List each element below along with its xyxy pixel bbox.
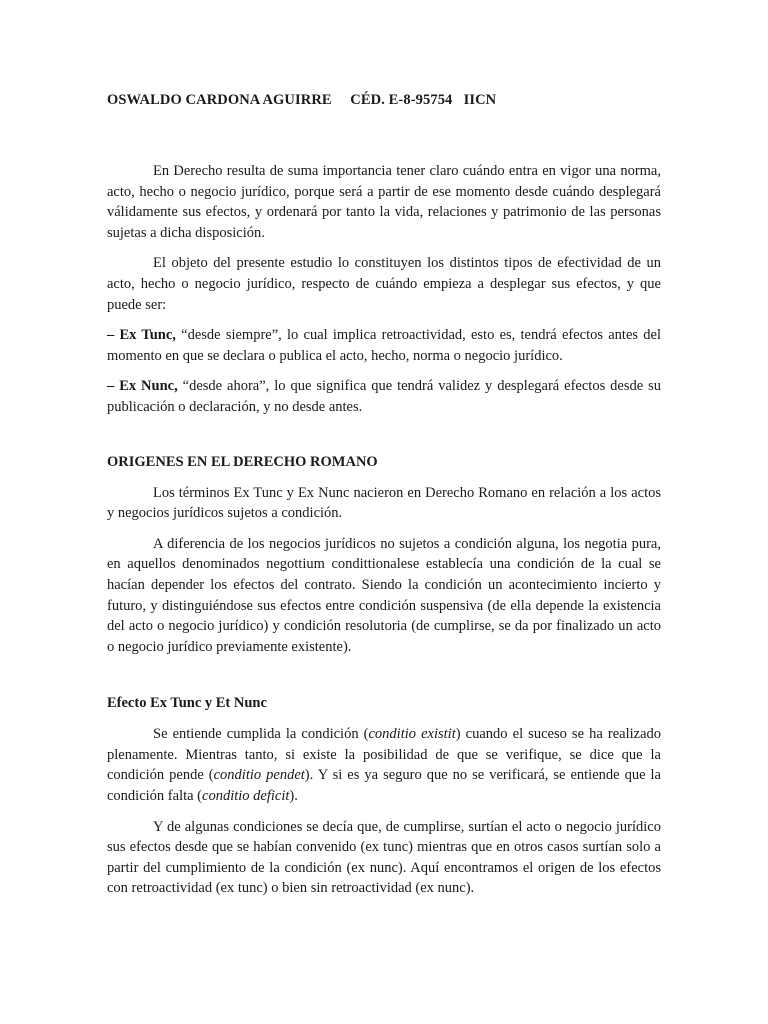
effect-paragraph-2: Y de algunas condiciones se decía que, de cumplirse, surtían el acto o negocio jurídico sus efectos desde que se habían convenido (ex tunc) mientras que en otros casos surtían solo a partir del cumplimiento de la condición (ex nunc). Aquí encontramos el origen de los efectos con retroactividad (ex tunc) o bien sin retroactividad (ex nunc). <box>107 818 661 897</box>
course-code: IICN <box>463 92 497 108</box>
origins-paragraph-1: Los términos Ex Tunc y Ex Nunc nacieron en Derecho Romano en relación a los actos y negocios jurídicos sujetos a condición. <box>107 484 661 522</box>
document-header <box>107 92 661 109</box>
intro-paragraph-1: En Derecho resulta de suma importancia tener claro cuándo entra en vigor una norma, acto, hecho o negocio jurídico, porque será a partir de ese momento desde cuándo desplegará válidamente sus efectos, y ordenará por tanto la vida, relaciones y patrimonio de las personas sujetas a dicha disposición. <box>107 163 661 241</box>
conditio-existit: conditio existit <box>368 726 456 743</box>
ex-nunc-dash: – <box>107 378 120 395</box>
author-name: OSWALDO CARDONA AGUIRRE <box>107 92 332 108</box>
ex-tunc-term: Ex Tunc, <box>119 327 176 344</box>
section-title-origins: ORIGENES EN EL DERECHO ROMANO <box>107 453 378 470</box>
ex-tunc-text: “desde siempre”, lo cual implica retroactividad, esto es, tendrá efectos antes del momento en que se declara o publica el acto, hecho, norma o negocio jurídico. <box>107 327 661 364</box>
ex-tunc-dash: – <box>107 327 120 344</box>
effect-p1-text-a: Se entiende cumplida la condición ( <box>153 726 369 743</box>
ex-nunc-text: “desde ahora”, lo que significa que tendrá validez y desplegará efectos desde su publicación o declaración, y no desde antes. <box>107 378 661 415</box>
effect-p1-text-c: ) cuando el suceso se ha realizado plenamente. Mientras tanto, si existe la posibilidad de que se verifique, se dice que la condición pende ( <box>107 726 662 784</box>
effect-p1-text-e: ). Y si es ya seguro que no se verificará, se entiende que la condición falta ( <box>107 767 661 805</box>
ex-nunc-term: Ex Nunc, <box>119 378 178 395</box>
conditio-deficit: conditio deficit <box>202 788 290 805</box>
ex-tunc-item <box>107 325 661 366</box>
effect-paragraph-1 <box>107 724 661 806</box>
id-number: CÉD. E-8-95754 <box>350 92 453 108</box>
conditio-pendet: conditio pendet <box>213 767 305 784</box>
section-title-effect: Efecto Ex Tunc y Et Nunc <box>107 695 267 712</box>
intro-paragraph-2: El objeto del presente estudio lo constituyen los distintos tipos de efectividad de un acto, hecho o negocio jurídico, respecto de cuándo empieza a desplegar sus efectos, y que puede ser: <box>107 255 661 313</box>
origins-paragraph-2: A diferencia de los negocios jurídicos no sujetos a condición alguna, los negotia pura, en aquellos denominados negottium condittionalese establecía una condición de la cual se hacían depender los efectos del contrato. Siendo la condición un acontecimiento incierto y futuro, y distinguiéndose sus efectos entre condición suspensiva (de ella depende la existencia del acto o negocio jurídico) y condición resolutoria (de cumplirse, se da por finalizado un acto o negocio jurídico previamente existente). <box>107 535 661 655</box>
ex-nunc-item <box>107 376 661 417</box>
effect-p1-text-g: ). <box>289 788 298 805</box>
